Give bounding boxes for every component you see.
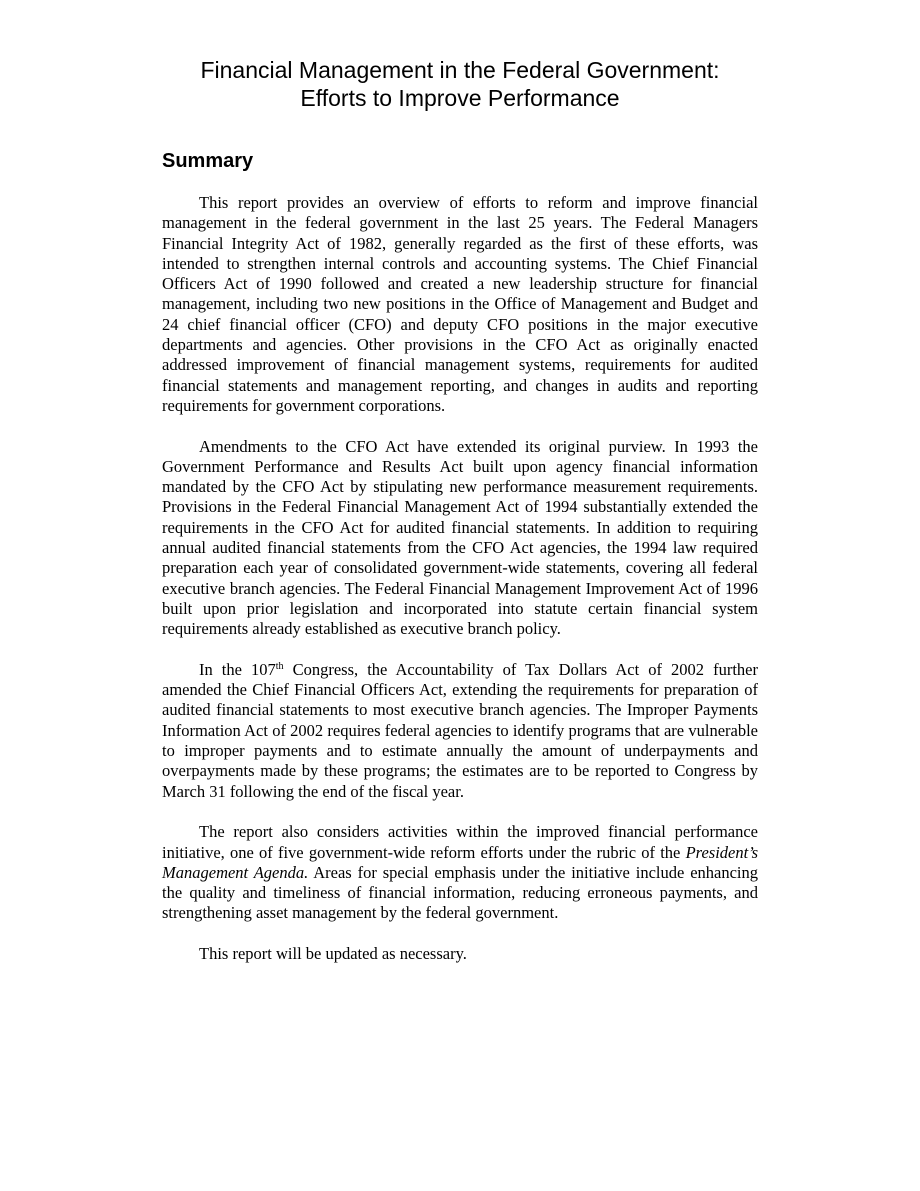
p4-lead-text: The report also considers activities within the improved financial performance initiative, one of five government-wide reform efforts under the rubric of the <box>162 822 758 862</box>
summary-heading: Summary <box>162 150 254 172</box>
p4-rest-text: Areas for special emphasis under the initiative include enhancing the quality and timeliness of financial information, reducing erroneous payments, and strengthening asset management by the federal government. <box>162 862 758 923</box>
summary-paragraph-4 <box>162 822 758 923</box>
report-title-line-1: Financial Management in the Federal Government: <box>200 57 720 83</box>
p4-italic-title: President’s Management Agenda. <box>162 842 758 882</box>
p3-lead-text: In the 107 <box>199 659 276 679</box>
summary-paragraph-2: Amendments to the CFO Act have extended its original purview. In 1993 the Government Performance and Results Act built upon agency financial information mandated by the CFO Act by stipulating new performance measurement requirements. Provisions in the Federal Financial Management Act of 1994 substantially extended the requirements in the CFO Act for audited financial statements. In addition to requiring annual audited financial statements from the CFO Act agencies, the 1994 law required preparation each year of consolidated government-wide statements, covering all federal executive branch agencies. The Federal Financial Management Improvement Act of 1996 built upon prior legislation and incorporated into statute certain financial system requirements already established as executive branch policy. <box>162 436 758 639</box>
summary-paragraph-1: This report provides an overview of efforts to reform and improve financial management in the federal government in the last 25 years. The Federal Managers Financial Integrity Act of 1982, generally regarded as the first of these efforts, was intended to strengthen internal controls and accounting systems. The Chief Financial Officers Act of 1990 followed and created a new leadership structure for financial management, including two new positions in the Office of Management and Budget and 24 chief financial officer (CFO) and deputy CFO positions in the major executive departments and agencies. Other provisions in the CFO Act as originally enacted addressed improvement of financial management systems, requirements for audited financial statements and management reporting, and changes in audits and reporting requirements for government corporations. <box>162 193 758 415</box>
ordinal-superscript: th <box>275 660 284 672</box>
summary-body <box>162 193 758 985</box>
report-title-line-2: Efforts to Improve Performance <box>300 85 620 111</box>
summary-paragraph-5: This report will be updated as necessary. <box>199 943 467 963</box>
report-title <box>100 56 820 112</box>
p3-rest-text: Congress, the Accountability of Tax Dollars Act of 2002 further amended the Chief Financial Officers Act, extending the requirements for preparation of audited financial statements to most executive branch agencies. The Improper Payments Information Act of 2002 requires federal agencies to identify programs that are vulnerable to improper payments and to estimate annually the amount of underpayments and overpayments made by these programs; the estimates are to be reported to Congress by March 31 following the end of the fiscal year. <box>162 659 758 801</box>
summary-paragraph-3 <box>162 660 758 802</box>
